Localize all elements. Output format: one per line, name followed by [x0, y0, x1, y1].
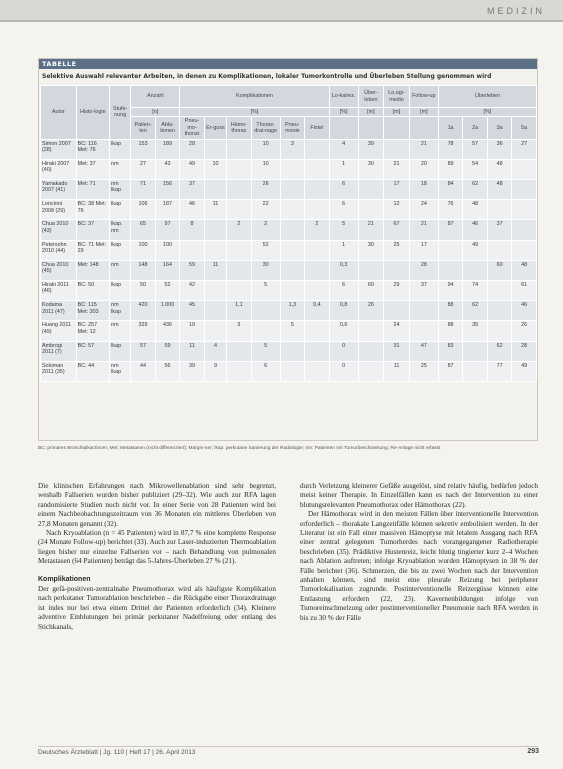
table-cell: lkap. nm — [110, 220, 131, 240]
table-cell: 30 — [358, 159, 384, 179]
table-cell — [305, 341, 330, 361]
table-header-cell: Über-leben — [358, 86, 384, 108]
table-cell: 52 — [251, 240, 280, 260]
table-cell: 46 — [463, 220, 488, 240]
table-cell — [463, 260, 488, 280]
table-cell: 0,8 — [329, 301, 358, 321]
table-cell: 420 — [131, 301, 156, 321]
table-cell: 187 — [155, 200, 180, 220]
table-cell: 148 — [131, 260, 156, 280]
table-cell: 21 — [384, 159, 410, 179]
table-cell — [512, 200, 537, 220]
table-row — [41, 260, 537, 280]
table-cell: BC: 50 — [76, 280, 109, 300]
table-subheader-cell: Patien-ten — [131, 117, 156, 139]
table-footnote: BC: primäres Bronchialkarzinom; Met: Metastasen (nicht differenziert); Margin-ner; lkap: perkutane Sanierung der Radiologie; nm: Patienten mit Tumorbeschränkung; Re-Anlage nicht erfasst — [38, 446, 441, 451]
table-cell: 6 — [329, 180, 358, 200]
table-row — [41, 220, 537, 240]
table-cell — [358, 180, 384, 200]
table-cell: 106 — [131, 200, 156, 220]
table-cell: 26 — [358, 301, 384, 321]
unit-cell: [%] — [180, 108, 329, 117]
table-cell: 6 — [251, 361, 280, 381]
table-cell: 67 — [384, 220, 410, 240]
table-cell: 37 — [487, 220, 512, 240]
table-cell — [280, 341, 305, 361]
table-subheader-cell: Hämo-thorax — [227, 117, 252, 139]
table-head — [41, 86, 537, 140]
table-row — [41, 240, 537, 260]
table-cell: BC: 115 Met: 303 — [76, 301, 109, 321]
table-cell — [487, 321, 512, 341]
table-cell: 1.000 — [155, 301, 180, 321]
table-cell — [204, 321, 226, 341]
table-cell: 77 — [487, 361, 512, 381]
table-subheader-cell: Fistel — [305, 117, 330, 139]
table-cell: 21 — [409, 139, 438, 159]
table-cell: lkap — [110, 200, 131, 220]
table-cell — [512, 180, 537, 200]
table-cell — [204, 220, 226, 240]
table-cell — [227, 240, 252, 260]
table-cell: 5 — [280, 321, 305, 341]
table-cell: 100 — [131, 240, 156, 260]
table-cell: Met: 148 — [76, 260, 109, 280]
table-cell: 45 — [180, 301, 205, 321]
table-cell: 48 — [463, 200, 488, 220]
paragraph: Der Hämothorax wird in den meisten Fällen über interventionelle Intervention erforderlich – thorakale Langzeitfälle können sekretiv embolisiert werden. In der Literatur ist ein Fall einer massiven Hämoptyse mit letalem Ausgang nach RFA einer zentral gelegenen Tumorherdes nach vorangegangener Radiotherapie beschrieben (35). Prädiktive Hustenreiz, leicht blutig tingierter kurz 2–4 Wochen nach Ablation auftreten; infolge Kryoablation wurden Hämoptysen in 38 % der Fälle berichtet (36). Schmerzen, die bis zu zwei Wochen nach der Intervention anhalten können, sind meist eine pleurale Reizung bei peripherer Tumorlokalisation zugrunde. Postinterventionelle Reizergüsse können eine Entlastung erfordern (22, 23). Kavernenbildungen infolge von Tumoreinschmelzung oder postinterventioneller Pneumonie nach RFA werden in bis zu 30 % der Fälle — [300, 510, 538, 622]
table-cell: 28 — [512, 341, 537, 361]
table-cell — [251, 301, 280, 321]
results-table — [40, 85, 537, 382]
table-subheader-cell: Er-guss — [204, 117, 226, 139]
table-cell — [227, 280, 252, 300]
table-cell: 5 — [251, 341, 280, 361]
table-cell: 39 — [358, 139, 384, 159]
table-cell: 88 — [438, 321, 463, 341]
table-row — [41, 341, 537, 361]
table-cell — [204, 301, 226, 321]
table-cell: nm — [110, 321, 131, 341]
table-cell — [280, 240, 305, 260]
table-subheader-cell — [358, 117, 384, 139]
unit-cell: [%] — [329, 108, 358, 117]
table-cell: 60 — [358, 280, 384, 300]
table-cell: 49 — [512, 361, 537, 381]
table-cell: nm lkap — [110, 301, 131, 321]
table-cell: 71 — [131, 180, 156, 200]
table-cell: 5 — [329, 220, 358, 240]
table-cell — [384, 139, 410, 159]
table-cell — [227, 139, 252, 159]
table-cell: Huang 2011 (49) — [41, 321, 77, 341]
table-cell: 31 — [384, 341, 410, 361]
table-cell — [227, 361, 252, 381]
table-cell: 42 — [180, 280, 205, 300]
unit-cell: [m] — [409, 108, 438, 117]
table-row — [41, 321, 537, 341]
table-cell: Hiraki 2011 (46) — [41, 280, 77, 300]
table-cell: 43 — [155, 159, 180, 179]
table-header-cell: Anzahl — [131, 86, 180, 108]
table-cell: 2 — [227, 220, 252, 240]
table-body — [41, 139, 537, 381]
table-subheader-cell: Abla-tionen — [155, 117, 180, 139]
table-cell: nm lkap — [110, 361, 131, 381]
table-cell: 8 — [180, 220, 205, 240]
table-subheader-cell: Pneu-monie — [280, 117, 305, 139]
table-cell: 83 — [438, 341, 463, 361]
table-cell: Soloman 2011 (35) — [41, 361, 77, 381]
table-cell — [305, 321, 330, 341]
table-cell: 88 — [438, 301, 463, 321]
table-cell: 11 — [204, 260, 226, 280]
table-header-cell: Lo.ogi-medio — [384, 86, 410, 108]
table-cell: 50 — [131, 280, 156, 300]
table-header-cell: Komplikationen — [180, 86, 329, 108]
table-cell: 21 — [409, 220, 438, 240]
table-row — [41, 159, 537, 179]
table-cell — [438, 260, 463, 280]
table-cell — [280, 200, 305, 220]
table-cell: BC: 71 Met: 29 — [76, 240, 109, 260]
table-cell: 164 — [155, 260, 180, 280]
table-cell: 26 — [512, 321, 537, 341]
page-number: 293 — [527, 748, 539, 755]
table-cell — [512, 220, 537, 240]
table-cell: 0,3 — [329, 260, 358, 280]
table-subheader-cell: Pneu-mo-thorax — [180, 117, 205, 139]
table-cell: 436 — [155, 321, 180, 341]
table-cell — [227, 159, 252, 179]
table-cell: Lencioni 2008 (29) — [41, 200, 77, 220]
table-cell: Petersohn 2010 (44) — [41, 240, 77, 260]
table-cell — [358, 200, 384, 220]
table-cell: 6 — [329, 280, 358, 300]
table-cell — [305, 180, 330, 200]
table-cell — [487, 200, 512, 220]
table-row — [41, 280, 537, 300]
table-cell: 11 — [204, 200, 226, 220]
table-cell: 54 — [463, 159, 488, 179]
table-cell: 24 — [384, 321, 410, 341]
table-cell: 48 — [487, 159, 512, 179]
table-cell: 4 — [204, 341, 226, 361]
table-subheader-cell: 2a — [463, 117, 488, 139]
table-cell: 11 — [384, 361, 410, 381]
table-subheader-cell: Thorax-drai-nage — [251, 117, 280, 139]
table-cell — [280, 180, 305, 200]
table-cell — [512, 240, 537, 260]
table-cell: 25 — [384, 240, 410, 260]
table-cell: 6 — [329, 200, 358, 220]
table-cell: 47 — [409, 341, 438, 361]
table-cell — [251, 321, 280, 341]
table-cell: nm — [110, 159, 131, 179]
table-cell: 35 — [463, 321, 488, 341]
table-subheader-cell — [409, 117, 438, 139]
table-cell — [358, 260, 384, 280]
table-cell: 62 — [487, 341, 512, 361]
table-cell: 49 — [180, 159, 205, 179]
table-subheader-cell — [384, 117, 410, 139]
table-header-cell: Lo-kalrez. — [329, 86, 358, 108]
table-cell: 48 — [512, 260, 537, 280]
table-cell — [305, 200, 330, 220]
table-cell: 37 — [180, 180, 205, 200]
table-cell — [305, 280, 330, 300]
table-cell: 10 — [251, 139, 280, 159]
table-cell — [438, 240, 463, 260]
table-cell: BC: 44 — [76, 361, 109, 381]
table-cell — [487, 301, 512, 321]
section-label: MEDIZIN — [487, 6, 545, 16]
table-cell — [358, 361, 384, 381]
table-cell: Met: 37 — [76, 159, 109, 179]
table-cell — [463, 341, 488, 361]
table-cell — [487, 240, 512, 260]
table-cell — [204, 139, 226, 159]
table-cell: BC: 37 — [76, 220, 109, 240]
table-cell: 57 — [463, 139, 488, 159]
table-cell: 27 — [131, 159, 156, 179]
table-box — [38, 58, 538, 441]
table-cell: 94 — [438, 280, 463, 300]
table-cell — [180, 240, 205, 260]
table-cell: 28 — [180, 139, 205, 159]
table-cell — [409, 321, 438, 341]
table-label: TABELLE — [42, 60, 77, 68]
paragraph: Die klinischen Erfahrungen nach Mikrowellenablation sind sehr begrenzt, weshalb Fallserien wurden bisher publiziert (29–32). Wie auch zur RFA lagen randomisierte Studien noch nicht vor. In einer Serie von 28 Patienten wird bei einem Nachbeobachtungszeitraum von 36 Monaten ein mittleres Überleben von 27,8 Monaten genannt (32). — [38, 482, 276, 528]
unit-cell: [m] — [358, 108, 384, 117]
table-cell: 27 — [512, 139, 537, 159]
table-cell: BC: 116 Met: 76 — [76, 139, 109, 159]
table-cell: 89 — [438, 159, 463, 179]
table-cell: 48 — [487, 180, 512, 200]
table-cell — [305, 240, 330, 260]
header-row — [41, 86, 537, 108]
table-cell: 10 — [204, 159, 226, 179]
table-cell: BC: 38 Met: 76 — [76, 200, 109, 220]
table-cell — [227, 200, 252, 220]
table-cell — [409, 301, 438, 321]
table-cell — [305, 260, 330, 280]
table-cell: 1 — [329, 159, 358, 179]
table-header-cell: Autor — [41, 86, 77, 140]
table-cell — [384, 301, 410, 321]
table-cell: BC: 57 — [76, 341, 109, 361]
table-cell: 100 — [155, 240, 180, 260]
table-tag — [39, 59, 537, 69]
table-cell: lkap — [110, 280, 131, 300]
table-cell: 17 — [384, 180, 410, 200]
table-cell: Chua 2010 (45) — [41, 260, 77, 280]
table-cell — [280, 159, 305, 179]
table-cell: 49 — [463, 240, 488, 260]
table-header-cell: Überleben — [438, 86, 536, 108]
table-cell: Ambrogi 2011 (7) — [41, 341, 77, 361]
table-cell: BC: 257 Met: 12 — [76, 321, 109, 341]
table-row — [41, 180, 537, 200]
table-cell: 4 — [329, 139, 358, 159]
table-cell: 189 — [155, 139, 180, 159]
unit-cell: [n] — [131, 108, 180, 117]
table-cell: 18 — [409, 180, 438, 200]
table-subheader-cell: 3a — [487, 117, 512, 139]
table-row — [41, 200, 537, 220]
table-cell — [305, 159, 330, 179]
table-cell: 25 — [409, 361, 438, 381]
table-cell — [358, 341, 384, 361]
unit-cell: [m] — [384, 108, 410, 117]
table-row — [41, 139, 537, 159]
table-cell: Kodama 2011 (47) — [41, 301, 77, 321]
table-cell: 156 — [155, 180, 180, 200]
table-cell: lkap — [110, 341, 131, 361]
table-cell: 62 — [463, 180, 488, 200]
table-cell: 76 — [438, 200, 463, 220]
table-subheader-cell: 5a — [512, 117, 537, 139]
table-cell: Simon 2007 (28) — [41, 139, 77, 159]
table-cell: 87 — [438, 220, 463, 240]
table-cell: 24 — [409, 200, 438, 220]
table-cell: 30 — [251, 260, 280, 280]
table-cell: 0 — [329, 361, 358, 381]
table-cell: 59 — [155, 341, 180, 361]
text-column-left — [38, 482, 276, 632]
table-cell — [305, 361, 330, 381]
table-cell — [280, 361, 305, 381]
table-cell: 44 — [131, 361, 156, 381]
table-cell: lkap — [110, 240, 131, 260]
table-cell — [487, 280, 512, 300]
table-cell: 46 — [180, 200, 205, 220]
table-cell — [280, 220, 305, 240]
table-cell: 59 — [180, 260, 205, 280]
table-cell: 28 — [409, 260, 438, 280]
table-cell: nm — [110, 260, 131, 280]
table-cell: 2 — [305, 220, 330, 240]
table-cell: 11 — [180, 341, 205, 361]
section-heading: Komplikationen — [38, 575, 91, 583]
table-cell: 26 — [251, 180, 280, 200]
paragraph: Nach Kryoablation (n = 45 Patienten) wird in 87,7 % eine komplette Response (24 Monate Follow-up) berichtet (33). Auch zur Laser-induzierten Thermoablation liegen bisher nur einzelne Fallserien vor – nach Behandlung von pulmonalen Metastasen (64 Patienten) beträgt das 5-Jahres-Überleben 27 % (21). — [38, 529, 276, 566]
page-header — [0, 0, 563, 22]
table-cell: lkap — [110, 139, 131, 159]
table-cell: 62 — [463, 301, 488, 321]
paragraph: Der gefä-positiven-zentralnahe Pneumothorax wird als häufigste Komplikation nach perkutaner Tumorablation beschrieben – die Rückgabe einer Thoraxdrainage ist indes nur bei etwa einem Drittel der Patienten erforderlich (34). Kleinere adventive Einblutungen bei primär perkutaner Nadelfreiung oder entlang des Stichkanals, — [38, 585, 276, 631]
table-cell: 3 — [227, 321, 252, 341]
table-cell: nm lkap — [110, 180, 131, 200]
table-cell: 78 — [438, 139, 463, 159]
table-header-cell: Stufe-nung — [110, 86, 131, 140]
table-subheader-cell: 1a — [438, 117, 463, 139]
table-cell: 19 — [180, 321, 205, 341]
table-cell: 84 — [438, 180, 463, 200]
table-row — [41, 301, 537, 321]
text-column-right — [300, 482, 538, 623]
footer-divider — [38, 746, 538, 747]
table-cell — [204, 240, 226, 260]
table-cell: 329 — [131, 321, 156, 341]
table-cell: Chua 2010 (43) — [41, 220, 77, 240]
table-cell: 10 — [251, 159, 280, 179]
table-cell — [358, 321, 384, 341]
table-cell — [204, 180, 226, 200]
table-cell: 74 — [463, 280, 488, 300]
table-cell — [227, 260, 252, 280]
table-cell: 60 — [487, 260, 512, 280]
table-cell: 5 — [251, 280, 280, 300]
table-cell — [227, 341, 252, 361]
table-cell: 52 — [155, 280, 180, 300]
table-cell: 37 — [409, 280, 438, 300]
table-cell — [384, 260, 410, 280]
table-cell: 1 — [329, 240, 358, 260]
table-cell — [280, 260, 305, 280]
unit-cell: [%] — [438, 108, 536, 117]
table-cell: 21 — [358, 220, 384, 240]
table-cell — [463, 361, 488, 381]
paragraph: durch Verletzung kleinerer Gefäße ausgelöst, sind relativ häufig, bedürfen jedoch meist keiner Therapie. In Einzelfällen kann es nach der Intervention zu einer blutungsrelevanten Pneumothorax oder Hämothorax (22). — [300, 482, 538, 509]
table-cell: 3 — [280, 139, 305, 159]
table-cell: 0,6 — [329, 321, 358, 341]
table-cell — [280, 280, 305, 300]
table-row — [41, 361, 537, 381]
table-caption: Selektive Auswahl relevanter Arbeiten, in denen zu Komplikationen, lokaler Tumorkontrolle und Überleben Stellung genommen wird — [42, 73, 492, 80]
table-cell — [227, 180, 252, 200]
table-cell: 30 — [358, 240, 384, 260]
table-cell — [204, 280, 226, 300]
table-cell: Yamakado 2007 (41) — [41, 180, 77, 200]
table-header-cell: Follow-up — [409, 86, 438, 108]
table-cell: 36 — [487, 139, 512, 159]
table-cell: 56 — [155, 361, 180, 381]
table-cell: 0 — [329, 341, 358, 361]
table-cell: 9 — [204, 361, 226, 381]
table-cell — [305, 139, 330, 159]
table-cell: 57 — [131, 341, 156, 361]
table-cell — [512, 159, 537, 179]
table-cell: 0,4 — [305, 301, 330, 321]
table-header-cell: Histo-logie — [76, 86, 109, 140]
table-cell: 20 — [409, 159, 438, 179]
table-cell: 1,3 — [280, 301, 305, 321]
table-cell: 39 — [180, 361, 205, 381]
table-cell: 17 — [409, 240, 438, 260]
table-subheader-cell — [329, 117, 358, 139]
table-cell: Hiraki 2007 (40) — [41, 159, 77, 179]
table-cell: 97 — [155, 220, 180, 240]
table-cell: 153 — [131, 139, 156, 159]
table-cell: 87 — [438, 361, 463, 381]
table-cell: 1,1 — [227, 301, 252, 321]
table-cell: 12 — [384, 200, 410, 220]
table-cell: Met: 71 — [76, 180, 109, 200]
table-cell: 65 — [131, 220, 156, 240]
table-cell: 46 — [512, 301, 537, 321]
table-cell: 61 — [512, 280, 537, 300]
table-cell: 29 — [384, 280, 410, 300]
table-cell: 22 — [251, 200, 280, 220]
table-cell: 2 — [251, 220, 280, 240]
journal-citation: Deutsches Ärzteblatt | Jg. 110 | Heft 17 | 26. April 2013 — [38, 749, 196, 756]
